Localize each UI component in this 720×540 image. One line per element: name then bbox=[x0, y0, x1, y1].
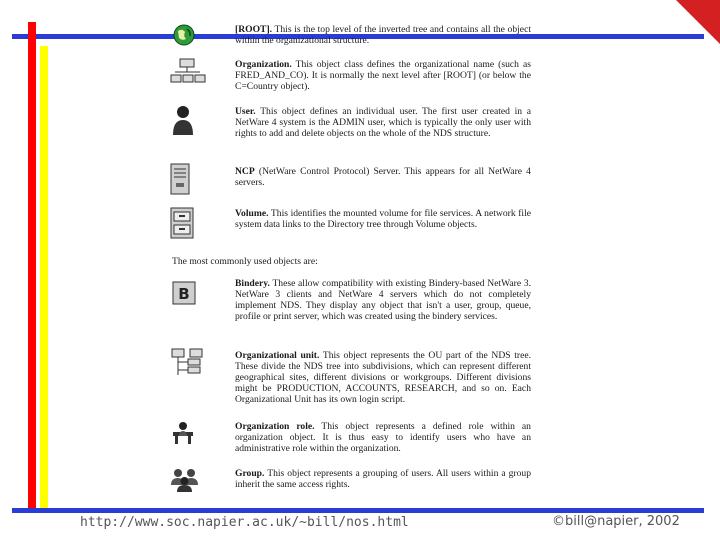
entry-ncp-server bbox=[235, 166, 531, 188]
footer-copyright: ©bill@napier, 2002 bbox=[552, 514, 680, 529]
user-icon bbox=[172, 104, 194, 136]
entry-title: Volume. bbox=[235, 208, 269, 219]
entry-title: Group. bbox=[235, 468, 265, 479]
entry-text: This object defines an individual user. The first user created in a NetWare 4 system is the ADMIN user, which is typically the only user with rights to add and delete objects on the whole of the NDS structure. bbox=[235, 106, 531, 139]
entry-text: This object represents a grouping of users. All users within a group inherit the same access rights. bbox=[235, 468, 531, 490]
entry-text: This identifies the mounted volume for file services. A network file system data links to the Directory tree through Volume objects. bbox=[235, 208, 531, 230]
footer-url[interactable]: http://www.soc.napier.ac.uk/~bill/nos.html bbox=[80, 515, 409, 530]
entry-title: User. bbox=[235, 106, 256, 117]
server-icon bbox=[170, 163, 190, 195]
entry-group bbox=[235, 468, 531, 490]
entry-text: This object class defines the organizational name (such as FRED_AND_CO). It is normally the next level after [ROOT] (or below the C=Country object). bbox=[235, 59, 531, 92]
left-red-bar bbox=[28, 22, 36, 512]
entry-title: Organization. bbox=[235, 59, 292, 70]
organization-role-icon bbox=[171, 421, 195, 445]
corner-triangle bbox=[676, 0, 720, 44]
entry-title: Bindery. bbox=[235, 278, 270, 289]
entry-title: Organizational unit. bbox=[235, 350, 320, 361]
entry-user bbox=[235, 106, 531, 139]
entry-text: These allow compatibility with existing Bindery-based NetWare 3. NetWare 3 clients and NetWare 4 servers which do not completely implement NDS. They display any object that isn't a user, group, queue, profile or print server, which was created using the bindery services. bbox=[235, 278, 531, 322]
entry-volume bbox=[235, 208, 531, 230]
globe-icon bbox=[173, 24, 195, 46]
entry-organizational-unit bbox=[235, 350, 531, 405]
entry-text: This object represents a defined role within an organization object. It is thus easy to identify users who have an administrative role within the organization. bbox=[235, 421, 531, 454]
entry-title: Organization role. bbox=[235, 421, 315, 432]
organizational-unit-icon bbox=[170, 348, 204, 380]
entry-text: (NetWare Control Protocol) Server. This appears for all NetWare 4 servers. bbox=[235, 166, 531, 188]
entry-root bbox=[235, 24, 531, 46]
entry-title: [ROOT]. bbox=[235, 24, 273, 35]
group-icon bbox=[170, 468, 200, 492]
organization-icon bbox=[170, 58, 206, 88]
entry-organization-role bbox=[235, 421, 531, 454]
volume-icon bbox=[170, 207, 194, 239]
svg-text:B: B bbox=[178, 285, 190, 303]
bindery-icon bbox=[172, 281, 196, 305]
left-yellow-bar bbox=[40, 46, 48, 512]
entry-organization bbox=[235, 59, 531, 92]
entry-title: NCP bbox=[235, 166, 255, 177]
intro-text: The most commonly used objects are: bbox=[172, 256, 318, 267]
entry-text: This object represents the OU part of the NDS tree. These divide the NDS tree into subdivisions, which can represent different geographical sites, different divisions or workgroups. Different divisions might be PRODUCTION, ACCOUNTS, RESEARCH, and so on. Each Organizational Unit has its own login script. bbox=[235, 350, 531, 405]
bottom-blue-rule bbox=[12, 508, 704, 513]
entry-text: This is the top level of the inverted tree and contains all the object within the organizational structure. bbox=[235, 24, 531, 46]
entry-bindery bbox=[235, 278, 531, 322]
